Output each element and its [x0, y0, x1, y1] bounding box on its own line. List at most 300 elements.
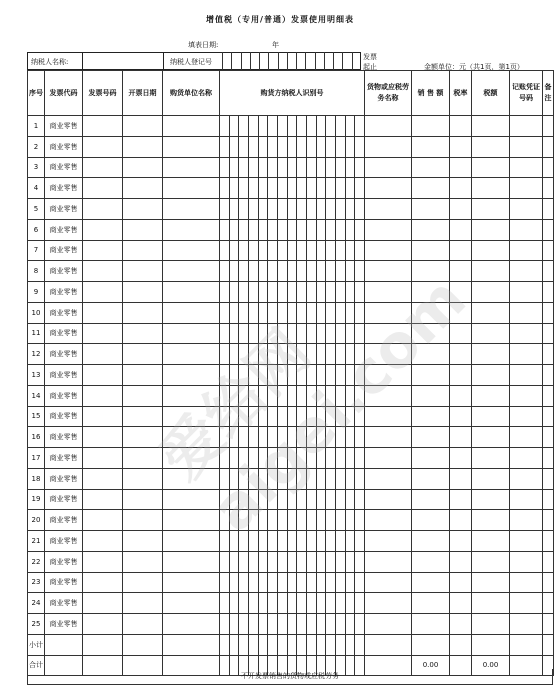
row-sales-amount[interactable]: [412, 136, 450, 157]
row-remark[interactable]: [543, 199, 554, 220]
row-tax-amount[interactable]: [472, 510, 510, 531]
row-invoice-code[interactable]: 商业零售: [45, 510, 83, 531]
row-sales-amount[interactable]: [412, 385, 450, 406]
row-seq: 9: [28, 282, 45, 303]
subtotal-row-cell[interactable]: [123, 634, 163, 655]
buyer-tin-cell[interactable]: [220, 406, 365, 427]
row-invoice-code[interactable]: 商业零售: [45, 489, 83, 510]
buyer-tin-cell[interactable]: [220, 468, 365, 489]
row-tax-rate[interactable]: [450, 489, 472, 510]
row-remark[interactable]: [543, 510, 554, 531]
row-tax-rate[interactable]: [450, 323, 472, 344]
row-issue-date[interactable]: [123, 323, 163, 344]
taxpayer-id-field[interactable]: [222, 52, 361, 70]
buyer-tin-cell[interactable]: [220, 261, 365, 282]
row-invoice-number[interactable]: [83, 323, 123, 344]
row-voucher-no[interactable]: [510, 593, 543, 614]
subtotal-row-tax-amount[interactable]: [472, 634, 510, 655]
total-row-tax-amount[interactable]: 0.00: [472, 655, 510, 676]
row-buyer-name[interactable]: [163, 344, 220, 365]
buyer-tin-cell[interactable]: [220, 240, 365, 261]
row-tax-rate[interactable]: [450, 468, 472, 489]
row-invoice-number[interactable]: [83, 178, 123, 199]
row-voucher-no[interactable]: [510, 551, 543, 572]
row-invoice-number[interactable]: [83, 302, 123, 323]
row-sales-amount[interactable]: [412, 531, 450, 552]
row-goods-name[interactable]: [365, 385, 412, 406]
row-sales-amount[interactable]: [412, 448, 450, 469]
buyer-tin-cell[interactable]: [220, 323, 365, 344]
row-tax-rate[interactable]: [450, 261, 472, 282]
row-invoice-number[interactable]: [83, 365, 123, 386]
buyer-tin-cell[interactable]: [220, 136, 365, 157]
row-tax-rate[interactable]: [450, 240, 472, 261]
row-tax-rate[interactable]: [450, 365, 472, 386]
row-remark[interactable]: [543, 240, 554, 261]
table-row: [28, 282, 554, 303]
row-buyer-name[interactable]: [163, 489, 220, 510]
subtotal-row-cell[interactable]: [45, 634, 83, 655]
row-goods-name[interactable]: [365, 427, 412, 448]
row-tax-rate[interactable]: [450, 302, 472, 323]
row-tax-rate[interactable]: [450, 406, 472, 427]
row-voucher-no[interactable]: [510, 427, 543, 448]
row-issue-date[interactable]: [123, 572, 163, 593]
row-tax-amount[interactable]: [472, 219, 510, 240]
row-issue-date[interactable]: [123, 344, 163, 365]
row-voucher-no[interactable]: [510, 572, 543, 593]
row-tax-rate[interactable]: [450, 116, 472, 137]
buyer-tin-cell[interactable]: [220, 157, 365, 178]
row-goods-name[interactable]: [365, 282, 412, 303]
row-tax-amount[interactable]: [472, 261, 510, 282]
row-goods-name[interactable]: [365, 551, 412, 572]
row-remark[interactable]: [543, 136, 554, 157]
fill-date-label: 填表日期:: [188, 41, 219, 49]
row-remark[interactable]: [543, 406, 554, 427]
row-tax-amount[interactable]: [472, 282, 510, 303]
row-goods-name[interactable]: [365, 219, 412, 240]
row-issue-date[interactable]: [123, 365, 163, 386]
row-tax-amount[interactable]: [472, 468, 510, 489]
row-invoice-code[interactable]: 商业零售: [45, 199, 83, 220]
row-buyer-name[interactable]: [163, 531, 220, 552]
row-issue-date[interactable]: [123, 614, 163, 635]
row-invoice-code[interactable]: 商业零售: [45, 593, 83, 614]
row-goods-name[interactable]: [365, 614, 412, 635]
row-invoice-number[interactable]: [83, 344, 123, 365]
row-invoice-number[interactable]: [83, 468, 123, 489]
row-tax-rate[interactable]: [450, 385, 472, 406]
row-buyer-name[interactable]: [163, 448, 220, 469]
row-seq: 24: [28, 593, 45, 614]
row-invoice-code[interactable]: 商业零售: [45, 427, 83, 448]
row-sales-amount[interactable]: [412, 261, 450, 282]
row-tax-rate[interactable]: [450, 282, 472, 303]
row-buyer-name[interactable]: [163, 178, 220, 199]
row-remark[interactable]: [543, 614, 554, 635]
row-invoice-number[interactable]: [83, 136, 123, 157]
row-tax-amount[interactable]: [472, 199, 510, 220]
row-voucher-no[interactable]: [510, 116, 543, 137]
row-voucher-no[interactable]: [510, 406, 543, 427]
row-issue-date[interactable]: [123, 406, 163, 427]
row-sales-amount[interactable]: [412, 157, 450, 178]
row-tax-amount[interactable]: [472, 406, 510, 427]
row-invoice-number[interactable]: [83, 219, 123, 240]
row-goods-name[interactable]: [365, 323, 412, 344]
row-tax-amount[interactable]: [472, 427, 510, 448]
row-invoice-code[interactable]: 商业零售: [45, 531, 83, 552]
row-tax-rate[interactable]: [450, 344, 472, 365]
subtotal-row-goods[interactable]: [365, 634, 412, 655]
row-tax-rate[interactable]: [450, 510, 472, 531]
subtotal-row-cell[interactable]: [163, 634, 220, 655]
row-goods-name[interactable]: [365, 199, 412, 220]
row-voucher-no[interactable]: [510, 178, 543, 199]
row-invoice-code[interactable]: 商业零售: [45, 302, 83, 323]
row-tax-amount[interactable]: [472, 489, 510, 510]
row-tax-amount[interactable]: [472, 531, 510, 552]
row-invoice-code[interactable]: 商业零售: [45, 116, 83, 137]
buyer-tin-cell[interactable]: [220, 385, 365, 406]
row-buyer-name[interactable]: [163, 365, 220, 386]
row-invoice-number[interactable]: [83, 261, 123, 282]
row-sales-amount[interactable]: [412, 302, 450, 323]
buyer-tin-cell[interactable]: [220, 302, 365, 323]
row-voucher-no[interactable]: [510, 219, 543, 240]
taxpayer-name-field[interactable]: [82, 52, 164, 70]
row-tax-rate[interactable]: [450, 614, 472, 635]
row-issue-date[interactable]: [123, 468, 163, 489]
row-buyer-name[interactable]: [163, 551, 220, 572]
row-remark[interactable]: [543, 178, 554, 199]
row-invoice-number[interactable]: [83, 282, 123, 303]
row-goods-name[interactable]: [365, 240, 412, 261]
row-tax-amount[interactable]: [472, 302, 510, 323]
row-goods-name[interactable]: [365, 116, 412, 137]
col-buyer-tin: 购货方纳税人识别号: [220, 71, 365, 116]
row-tax-amount[interactable]: [472, 385, 510, 406]
row-voucher-no[interactable]: [510, 240, 543, 261]
row-buyer-name[interactable]: [163, 261, 220, 282]
row-invoice-code[interactable]: 商业零售: [45, 261, 83, 282]
row-invoice-number[interactable]: [83, 614, 123, 635]
row-issue-date[interactable]: [123, 282, 163, 303]
row-invoice-code[interactable]: 商业零售: [45, 406, 83, 427]
subtotal-row-cell[interactable]: [83, 634, 123, 655]
row-tax-amount[interactable]: [472, 157, 510, 178]
buyer-tin-cell[interactable]: [220, 219, 365, 240]
row-voucher-no[interactable]: [510, 136, 543, 157]
row-tax-rate[interactable]: [450, 199, 472, 220]
row-invoice-code[interactable]: 商业零售: [45, 282, 83, 303]
row-goods-name[interactable]: [365, 448, 412, 469]
buyer-tin-cell[interactable]: [220, 572, 365, 593]
row-buyer-name[interactable]: [163, 240, 220, 261]
row-tax-amount[interactable]: [472, 448, 510, 469]
row-buyer-name[interactable]: [163, 614, 220, 635]
row-tax-rate[interactable]: [450, 448, 472, 469]
row-sales-amount[interactable]: [412, 614, 450, 635]
row-buyer-name[interactable]: [163, 510, 220, 531]
row-goods-name[interactable]: [365, 365, 412, 386]
subtotal-row-sales-amount[interactable]: [412, 634, 450, 655]
row-sales-amount[interactable]: [412, 593, 450, 614]
row-tax-rate[interactable]: [450, 157, 472, 178]
row-tax-amount[interactable]: [472, 551, 510, 572]
row-tax-rate[interactable]: [450, 572, 472, 593]
row-remark[interactable]: [543, 365, 554, 386]
row-buyer-name[interactable]: [163, 282, 220, 303]
row-invoice-code[interactable]: 商业零售: [45, 614, 83, 635]
row-invoice-number[interactable]: [83, 199, 123, 220]
row-buyer-name[interactable]: [163, 116, 220, 137]
row-invoice-number[interactable]: [83, 531, 123, 552]
buyer-tin-cell[interactable]: [220, 199, 365, 220]
row-remark[interactable]: [543, 572, 554, 593]
row-invoice-number[interactable]: [83, 551, 123, 572]
row-goods-name[interactable]: [365, 531, 412, 552]
row-invoice-code[interactable]: 商业零售: [45, 157, 83, 178]
row-voucher-no[interactable]: [510, 302, 543, 323]
row-issue-date[interactable]: [123, 178, 163, 199]
row-invoice-code[interactable]: 商业零售: [45, 219, 83, 240]
row-goods-name[interactable]: [365, 572, 412, 593]
row-tax-rate[interactable]: [450, 593, 472, 614]
row-goods-name[interactable]: [365, 510, 412, 531]
row-invoice-code[interactable]: 商业零售: [45, 344, 83, 365]
row-remark[interactable]: [543, 302, 554, 323]
row-invoice-number[interactable]: [83, 489, 123, 510]
row-goods-name[interactable]: [365, 468, 412, 489]
row-buyer-name[interactable]: [163, 323, 220, 344]
row-voucher-no[interactable]: [510, 385, 543, 406]
row-tax-amount[interactable]: [472, 136, 510, 157]
row-invoice-number[interactable]: [83, 240, 123, 261]
row-issue-date[interactable]: [123, 448, 163, 469]
row-voucher-no[interactable]: [510, 489, 543, 510]
buyer-tin-cell[interactable]: [220, 448, 365, 469]
row-voucher-no[interactable]: [510, 344, 543, 365]
row-issue-date[interactable]: [123, 510, 163, 531]
subtotal-row-voucher[interactable]: [510, 634, 543, 655]
buyer-tin-cell[interactable]: [220, 344, 365, 365]
row-invoice-code[interactable]: 商业零售: [45, 178, 83, 199]
row-sales-amount[interactable]: [412, 199, 450, 220]
buyer-tin-cell[interactable]: [220, 531, 365, 552]
row-invoice-number[interactable]: [83, 427, 123, 448]
row-issue-date[interactable]: [123, 427, 163, 448]
row-voucher-no[interactable]: [510, 365, 543, 386]
row-tax-rate[interactable]: [450, 178, 472, 199]
row-invoice-number[interactable]: [83, 406, 123, 427]
row-buyer-name[interactable]: [163, 302, 220, 323]
row-issue-date[interactable]: [123, 551, 163, 572]
row-sales-amount[interactable]: [412, 551, 450, 572]
row-issue-date[interactable]: [123, 240, 163, 261]
row-sales-amount[interactable]: [412, 406, 450, 427]
table-row: [28, 406, 554, 427]
row-goods-name[interactable]: [365, 344, 412, 365]
row-invoice-code[interactable]: 商业零售: [45, 240, 83, 261]
buyer-tin-cell[interactable]: [220, 427, 365, 448]
table-row: [28, 427, 554, 448]
row-voucher-no[interactable]: [510, 468, 543, 489]
row-goods-name[interactable]: [365, 489, 412, 510]
row-issue-date[interactable]: [123, 531, 163, 552]
row-sales-amount[interactable]: [412, 510, 450, 531]
row-sales-amount[interactable]: [412, 468, 450, 489]
buyer-tin-cell[interactable]: [220, 593, 365, 614]
row-remark[interactable]: [543, 116, 554, 137]
row-buyer-name[interactable]: [163, 219, 220, 240]
row-sales-amount[interactable]: [412, 219, 450, 240]
row-voucher-no[interactable]: [510, 199, 543, 220]
buyer-tin-cell[interactable]: [220, 116, 365, 137]
row-sales-amount[interactable]: [412, 282, 450, 303]
row-invoice-number[interactable]: [83, 593, 123, 614]
row-remark[interactable]: [543, 551, 554, 572]
row-invoice-code[interactable]: 商业零售: [45, 572, 83, 593]
row-buyer-name[interactable]: [163, 593, 220, 614]
row-sales-amount[interactable]: [412, 489, 450, 510]
row-tax-amount[interactable]: [472, 614, 510, 635]
row-buyer-name[interactable]: [163, 427, 220, 448]
row-tax-rate[interactable]: [450, 427, 472, 448]
total-row-sales-amount[interactable]: 0.00: [412, 655, 450, 676]
row-invoice-code[interactable]: 商业零售: [45, 365, 83, 386]
row-remark[interactable]: [543, 427, 554, 448]
buyer-tin-cell[interactable]: [220, 634, 365, 655]
row-sales-amount[interactable]: [412, 323, 450, 344]
row-issue-date[interactable]: [123, 199, 163, 220]
row-remark[interactable]: [543, 385, 554, 406]
row-issue-date[interactable]: [123, 385, 163, 406]
row-sales-amount[interactable]: [412, 178, 450, 199]
row-remark[interactable]: [543, 157, 554, 178]
row-sales-amount[interactable]: [412, 116, 450, 137]
row-issue-date[interactable]: [123, 136, 163, 157]
table-row: [28, 365, 554, 386]
row-buyer-name[interactable]: [163, 199, 220, 220]
row-remark[interactable]: [543, 448, 554, 469]
row-issue-date[interactable]: [123, 489, 163, 510]
row-voucher-no[interactable]: [510, 157, 543, 178]
row-sales-amount[interactable]: [412, 427, 450, 448]
row-invoice-number[interactable]: [83, 157, 123, 178]
row-tax-amount[interactable]: [472, 323, 510, 344]
row-goods-name[interactable]: [365, 157, 412, 178]
buyer-tin-cell[interactable]: [220, 282, 365, 303]
row-tax-amount[interactable]: [472, 178, 510, 199]
row-invoice-number[interactable]: [83, 510, 123, 531]
row-buyer-name[interactable]: [163, 572, 220, 593]
row-remark[interactable]: [543, 323, 554, 344]
row-issue-date[interactable]: [123, 302, 163, 323]
row-voucher-no[interactable]: [510, 510, 543, 531]
row-remark[interactable]: [543, 489, 554, 510]
row-invoice-code[interactable]: 商业零售: [45, 385, 83, 406]
row-invoice-code[interactable]: 商业零售: [45, 551, 83, 572]
row-invoice-code[interactable]: 商业零售: [45, 448, 83, 469]
row-goods-name[interactable]: [365, 302, 412, 323]
row-issue-date[interactable]: [123, 219, 163, 240]
row-buyer-name[interactable]: [163, 468, 220, 489]
row-voucher-no[interactable]: [510, 614, 543, 635]
row-invoice-code[interactable]: 商业零售: [45, 323, 83, 344]
row-goods-name[interactable]: [365, 136, 412, 157]
row-tax-rate[interactable]: [450, 136, 472, 157]
buyer-tin-cell[interactable]: [220, 365, 365, 386]
row-tax-amount[interactable]: [472, 116, 510, 137]
row-buyer-name[interactable]: [163, 157, 220, 178]
row-buyer-name[interactable]: [163, 406, 220, 427]
row-voucher-no[interactable]: [510, 531, 543, 552]
row-buyer-name[interactable]: [163, 136, 220, 157]
buyer-tin-cell[interactable]: [220, 178, 365, 199]
row-remark[interactable]: [543, 282, 554, 303]
row-sales-amount[interactable]: [412, 572, 450, 593]
row-goods-name[interactable]: [365, 261, 412, 282]
row-voucher-no[interactable]: [510, 323, 543, 344]
row-invoice-number[interactable]: [83, 448, 123, 469]
row-goods-name[interactable]: [365, 406, 412, 427]
row-invoice-number[interactable]: [83, 572, 123, 593]
row-remark[interactable]: [543, 261, 554, 282]
row-invoice-code[interactable]: 商业零售: [45, 136, 83, 157]
row-issue-date[interactable]: [123, 261, 163, 282]
row-tax-amount[interactable]: [472, 572, 510, 593]
buyer-tin-cell[interactable]: [220, 510, 365, 531]
table-row: [28, 489, 554, 510]
row-tax-amount[interactable]: [472, 365, 510, 386]
row-tax-amount[interactable]: [472, 240, 510, 261]
row-voucher-no[interactable]: [510, 448, 543, 469]
row-voucher-no[interactable]: [510, 282, 543, 303]
row-tax-rate[interactable]: [450, 531, 472, 552]
row-issue-date[interactable]: [123, 593, 163, 614]
row-issue-date[interactable]: [123, 157, 163, 178]
buyer-tin-cell[interactable]: [220, 614, 365, 635]
row-tax-rate[interactable]: [450, 551, 472, 572]
subtotal-row-remark[interactable]: [543, 634, 554, 655]
row-goods-name[interactable]: [365, 178, 412, 199]
row-remark[interactable]: [543, 468, 554, 489]
row-issue-date[interactable]: [123, 116, 163, 137]
row-remark[interactable]: [543, 531, 554, 552]
row-invoice-number[interactable]: [83, 116, 123, 137]
row-buyer-name[interactable]: [163, 385, 220, 406]
row-tax-rate[interactable]: [450, 219, 472, 240]
row-sales-amount[interactable]: [412, 365, 450, 386]
buyer-tin-cell[interactable]: [220, 489, 365, 510]
row-sales-amount[interactable]: [412, 344, 450, 365]
buyer-tin-cell[interactable]: [220, 551, 365, 572]
row-tax-amount[interactable]: [472, 344, 510, 365]
row-sales-amount[interactable]: [412, 240, 450, 261]
row-voucher-no[interactable]: [510, 261, 543, 282]
row-goods-name[interactable]: [365, 593, 412, 614]
row-invoice-number[interactable]: [83, 385, 123, 406]
row-tax-amount[interactable]: [472, 593, 510, 614]
row-remark[interactable]: [543, 344, 554, 365]
row-invoice-code[interactable]: 商业零售: [45, 468, 83, 489]
row-remark[interactable]: [543, 593, 554, 614]
subtotal-row-tax-rate[interactable]: [450, 634, 472, 655]
row-remark[interactable]: [543, 219, 554, 240]
col-invoice-number: 发票号码: [83, 71, 123, 116]
